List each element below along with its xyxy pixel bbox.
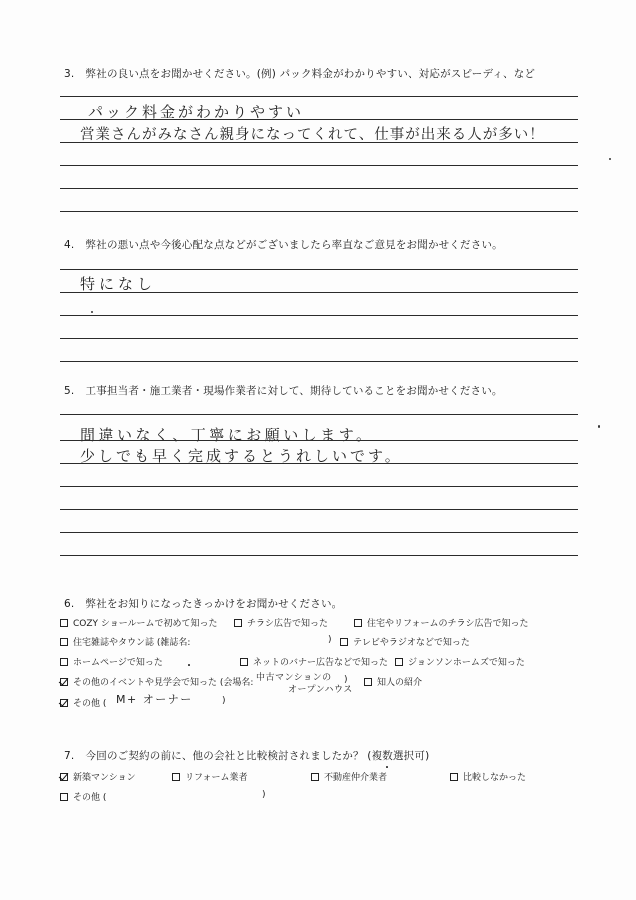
option-event[interactable]: [60, 675, 253, 688]
question-6-text: 弊社をお知りになったきっかけをお聞かせください。: [85, 598, 343, 610]
option-homepage-label: ホームページで知った: [73, 658, 163, 668]
question-5-answer-line-1: 間違いなく、丁寧にお願いします。: [80, 426, 375, 444]
answer-line: [60, 486, 578, 487]
checkbox-no-comparison[interactable]: [450, 773, 458, 781]
option-event-answer-line-2: オープンハウス: [288, 685, 353, 695]
question-5-text: 工事担当者・施工業者・現場作業者に対して、期待していることをお聞かせください。: [85, 385, 503, 397]
question-3-text: 弊社の良い点をお聞かせください。(例) パック料金がわかりやすい、対応がスピーディ、など: [85, 68, 536, 80]
option-acquaintance-label: 知人の紹介: [377, 678, 423, 688]
question-3-answer-line-2: 営業さんがみなさん親身になってくれて、仕事が出来る人が多い！: [80, 127, 545, 143]
question-3: [64, 66, 535, 81]
option-event-answer-line-1: 中古マンションの: [256, 673, 332, 683]
question-4-number: 4.: [64, 239, 75, 251]
question-5-number: 5.: [64, 385, 75, 397]
checkbox-homepage[interactable]: [60, 658, 68, 666]
question-7-text: 今回のご契約の前に、他の会社と比較検討されましたか？ (複数選択可): [85, 750, 430, 762]
option-event-label: その他のイベントや見学会で知った (会場名:: [73, 678, 254, 688]
answer-line: [60, 165, 578, 166]
option-cozy-label: COZY ショールームで初めて知った: [73, 619, 218, 629]
option-johnson-label: ジョンソンホームズで知った: [408, 658, 525, 668]
checkbox-other-source[interactable]: [60, 699, 68, 707]
option-other-source-answer: M+ オーナー: [116, 693, 193, 706]
option-other-source-label: その他 (: [73, 699, 107, 709]
question-7: [64, 748, 429, 763]
option-banner-label: ネットのバナー広告などで知った: [253, 658, 389, 668]
question-4: [64, 237, 503, 252]
checkbox-banner[interactable]: [240, 658, 248, 666]
option-housing-flyer[interactable]: [354, 616, 529, 629]
question-6: [64, 596, 342, 611]
answer-line: [60, 463, 578, 464]
answer-line: [60, 555, 578, 556]
other-comparison-close-paren: ): [262, 790, 266, 800]
question-3-number: 3.: [64, 68, 75, 80]
option-new-mansion[interactable]: [60, 770, 136, 783]
answer-line: [60, 361, 578, 362]
answer-line: [60, 142, 578, 143]
option-no-comparison[interactable]: [450, 770, 526, 783]
question-4-answer-line-1: 特になし: [80, 275, 157, 293]
answer-line: [60, 414, 578, 415]
checkbox-reform[interactable]: [172, 773, 180, 781]
option-magazine[interactable]: [60, 635, 190, 648]
question-3-answer-line-1: パック料金がわかりやすい: [88, 103, 305, 121]
checkbox-acquaintance[interactable]: [364, 678, 372, 686]
checkbox-event[interactable]: [60, 678, 68, 686]
scan-speck: [609, 158, 611, 160]
checkbox-housing-flyer[interactable]: [354, 619, 362, 627]
answer-line: [60, 269, 578, 270]
checkbox-new-mansion[interactable]: [60, 773, 68, 781]
option-no-comparison-label: 比較しなかった: [463, 773, 527, 783]
option-banner[interactable]: [240, 655, 388, 668]
option-other-source[interactable]: [60, 696, 106, 709]
answer-line: [60, 292, 578, 293]
option-reform[interactable]: [172, 770, 248, 783]
option-tv-radio-label: テレビやラジオなどで知った: [353, 638, 470, 648]
checkbox-realestate[interactable]: [311, 773, 319, 781]
scan-speck: [386, 766, 388, 768]
answer-line: [60, 188, 578, 189]
checkbox-tv-radio[interactable]: [340, 638, 348, 646]
option-flyer-label: チラシ広告で知った: [247, 619, 329, 629]
checkbox-magazine[interactable]: [60, 638, 68, 646]
checkbox-cozy[interactable]: [60, 619, 68, 627]
option-cozy[interactable]: [60, 616, 218, 629]
option-other-comparison[interactable]: [60, 790, 106, 803]
question-6-number: 6.: [64, 598, 75, 610]
question-7-number: 7.: [64, 750, 75, 762]
magazine-close-paren: ): [328, 635, 332, 645]
answer-line: [60, 96, 578, 97]
checkbox-flyer[interactable]: [234, 619, 242, 627]
answer-line: [60, 315, 578, 316]
option-housing-flyer-label: 住宅やリフォームのチラシ広告で知った: [367, 619, 529, 629]
option-flyer[interactable]: [234, 616, 328, 629]
scan-speck: [598, 425, 600, 428]
scan-speck: [188, 664, 190, 666]
option-realestate-label: 不動産仲介業者: [324, 773, 388, 783]
option-realestate[interactable]: [311, 770, 387, 783]
option-tv-radio[interactable]: [340, 635, 470, 648]
answer-line: [60, 509, 578, 510]
option-acquaintance[interactable]: [364, 675, 422, 688]
option-new-mansion-label: 新築マンション: [73, 773, 136, 783]
question-5: [64, 383, 503, 398]
option-magazine-label: 住宅雑誌やタウン誌 (雑誌名:: [73, 638, 191, 648]
event-close-paren: ): [344, 675, 348, 685]
option-other-comparison-label: その他 (: [73, 793, 107, 803]
question-4-text: 弊社の悪い点や今後心配な点などがございましたら率直なご意見をお聞かせください。: [85, 239, 503, 251]
scan-speck: [91, 311, 93, 313]
option-homepage[interactable]: [60, 655, 163, 668]
checkbox-other-comparison[interactable]: [60, 793, 68, 801]
other-source-close-paren: ): [222, 696, 226, 706]
option-johnson[interactable]: [395, 655, 525, 668]
answer-line: [60, 338, 578, 339]
answer-line: [60, 440, 578, 441]
option-reform-label: リフォーム業者: [185, 773, 248, 783]
answer-line: [60, 532, 578, 533]
checkbox-johnson[interactable]: [395, 658, 403, 666]
question-5-answer-line-2: 少しでも早く完成するとうれしいです。: [80, 447, 403, 465]
answer-line: [60, 119, 578, 120]
answer-line: [60, 211, 578, 212]
